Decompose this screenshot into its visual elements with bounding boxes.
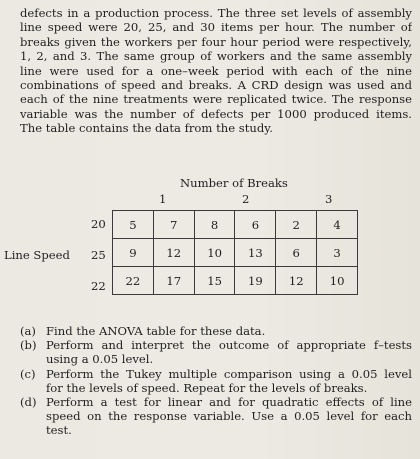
table-cell: 7 bbox=[153, 211, 194, 239]
question-text: Perform the Tukey multiple comparison using a 0.05 level bbox=[46, 366, 412, 381]
question-label: (d) bbox=[20, 395, 37, 410]
table-cell: 2 bbox=[276, 211, 317, 239]
table-title: Number of Breaks bbox=[180, 176, 288, 190]
table-cell: 10 bbox=[194, 239, 235, 267]
table-cell: 6 bbox=[235, 211, 276, 239]
table-cell: 8 bbox=[194, 211, 235, 239]
question-d bbox=[20, 395, 412, 438]
table-row bbox=[113, 239, 358, 267]
table-row bbox=[113, 267, 358, 295]
table-cell: 3 bbox=[317, 239, 358, 267]
table-row bbox=[113, 211, 358, 239]
intro-line: 1, 2, and 3. The same group of workers and the same assembly bbox=[20, 49, 412, 64]
problem-intro bbox=[20, 6, 412, 136]
row-group-label: Line Speed bbox=[4, 248, 70, 262]
column-header-2: 2 bbox=[242, 192, 250, 206]
question-text: Perform a test for linear and for quadratic effects of line bbox=[46, 395, 412, 410]
table-cell: 17 bbox=[153, 267, 194, 295]
table-cell: 5 bbox=[113, 211, 154, 239]
table-cell: 13 bbox=[235, 239, 276, 267]
table-cell: 22 bbox=[113, 267, 154, 295]
table-cell: 19 bbox=[235, 267, 276, 295]
row-label-speed-20: 20 bbox=[91, 217, 106, 231]
row-label-speed-22: 22 bbox=[91, 279, 106, 293]
intro-line: each of the nine treatments were replicated twice. The response bbox=[20, 92, 412, 107]
intro-line: The table contains the data from the study. bbox=[20, 121, 273, 136]
intro-line: breaks given the workers per four hour period were respectively, bbox=[20, 34, 412, 49]
question-c bbox=[20, 367, 412, 395]
intro-line: variable was the number of defects per 1000 produced items. bbox=[20, 106, 412, 121]
data-table bbox=[112, 210, 358, 295]
question-text: for the levels of speed. Repeat for the levels of breaks. bbox=[46, 380, 368, 395]
question-label: (a) bbox=[20, 324, 36, 338]
intro-line: line were used for a one–week period with each of the nine bbox=[20, 63, 412, 78]
column-header-3: 3 bbox=[325, 192, 333, 206]
question-text: using a 0.05 level. bbox=[46, 352, 154, 367]
question-b bbox=[20, 338, 412, 366]
question-text: Perform and interpret the outcome of appropriate f–tests bbox=[46, 338, 412, 353]
table-cell: 6 bbox=[276, 239, 317, 267]
table-cell: 9 bbox=[113, 239, 154, 267]
intro-line: combinations of speed and breaks. A CRD design was used and bbox=[20, 78, 412, 93]
table-cell: 10 bbox=[317, 267, 358, 295]
question-list bbox=[20, 324, 412, 438]
table-cell: 12 bbox=[153, 239, 194, 267]
table-cell: 15 bbox=[194, 267, 235, 295]
question-label: (b) bbox=[20, 338, 37, 353]
question-text: test. bbox=[46, 423, 72, 438]
question-label: (c) bbox=[20, 366, 36, 381]
column-header-1: 1 bbox=[159, 192, 167, 206]
intro-line: line speed were 20, 25, and 30 items per hour. The number of bbox=[20, 20, 412, 35]
intro-line: defects in a production process. The three set levels of assembly bbox=[20, 6, 412, 20]
row-label-speed-25: 25 bbox=[91, 248, 106, 262]
question-text: Find the ANOVA table for these data. bbox=[46, 324, 266, 338]
question-text: speed on the response variable. Use a 0.05 level for each bbox=[46, 409, 412, 424]
table-cell: 4 bbox=[317, 211, 358, 239]
question-a bbox=[20, 324, 412, 338]
table-cell: 12 bbox=[276, 267, 317, 295]
